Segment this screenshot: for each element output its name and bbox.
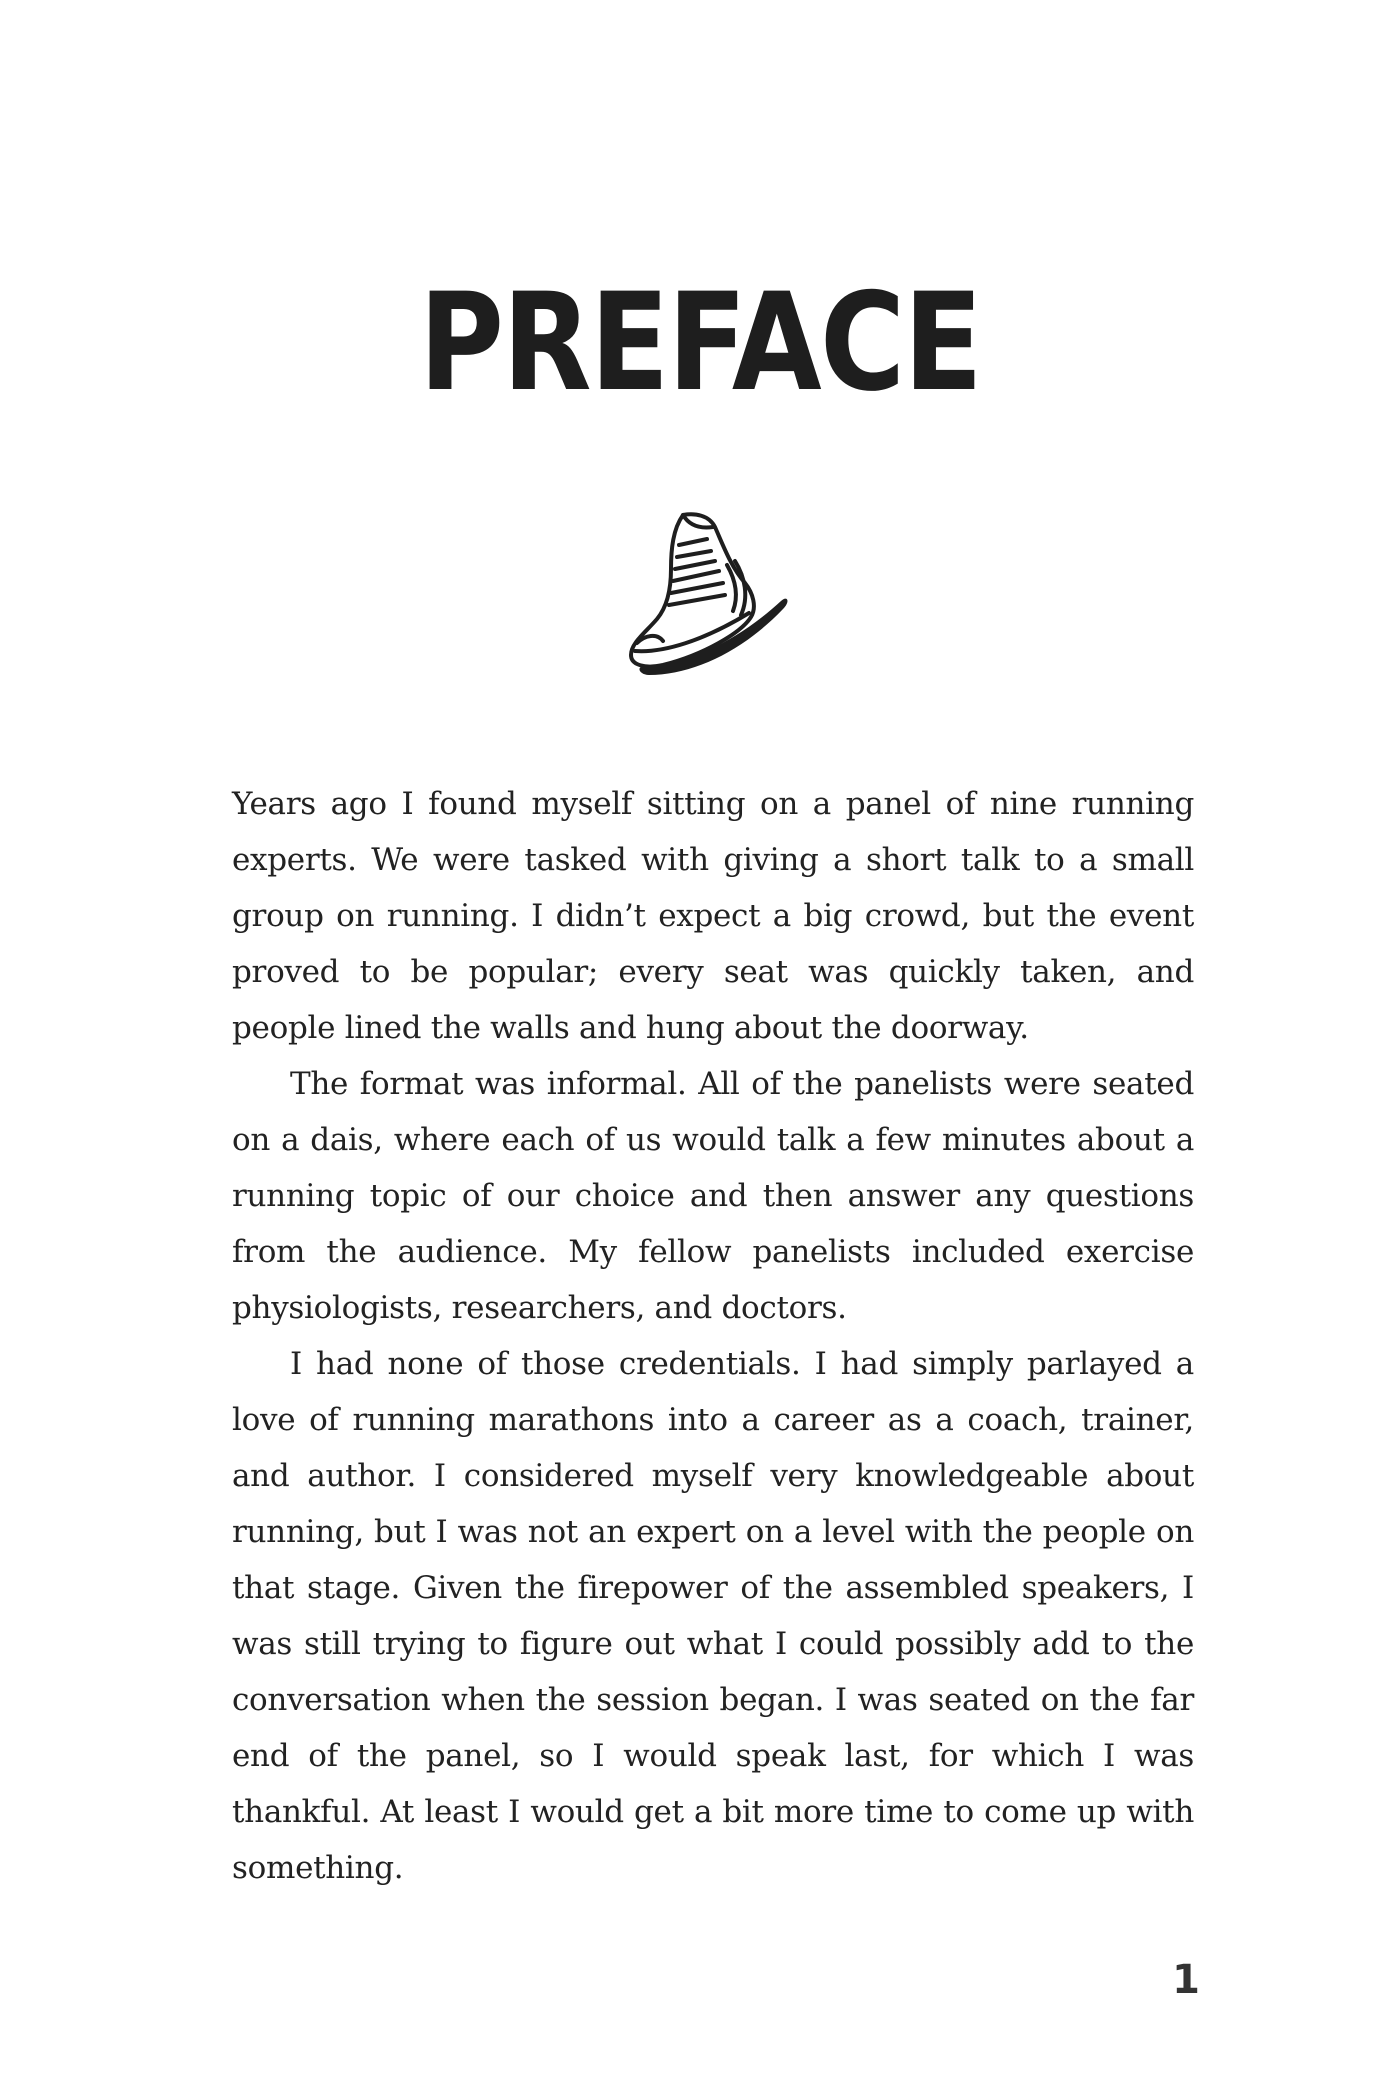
paragraph-2: The format was informal. All of the panelists were seated on a dais, where each of us would talk a few minutes about a running topic of our choice and then answer any questions from the audience. My fellow panelists included exercise physiologists, researchers, and doctors. bbox=[232, 1066, 1194, 1326]
running-shoe-icon bbox=[623, 505, 793, 680]
paragraph-3: I had none of those credentials. I had simply parlayed a love of running marathons into a career as a coach, trainer, and author. I considered myself very knowledgeable about running, but I was not an expert on a level with the people on that stage. Given the firepower of the assembled speakers, I was still trying to figure out what I could possibly add to the conversation when the session began. I was seated on the far end of the panel, so I would speak last, for which I was thankful. At least I would get a bit more time to come up with something. bbox=[232, 1346, 1194, 1886]
body-text bbox=[232, 776, 1194, 1896]
paragraph-1: Years ago I found myself sitting on a panel of nine running experts. We were tasked with giving a short talk to a small group on running. I didn’t expect a big crowd, but the event proved to be popular; every seat was quickly taken, and people lined the walls and hung about the doorway. bbox=[232, 786, 1194, 1046]
page-number: 1 bbox=[1172, 1957, 1200, 2003]
chapter-title: PREFACE bbox=[418, 264, 982, 421]
